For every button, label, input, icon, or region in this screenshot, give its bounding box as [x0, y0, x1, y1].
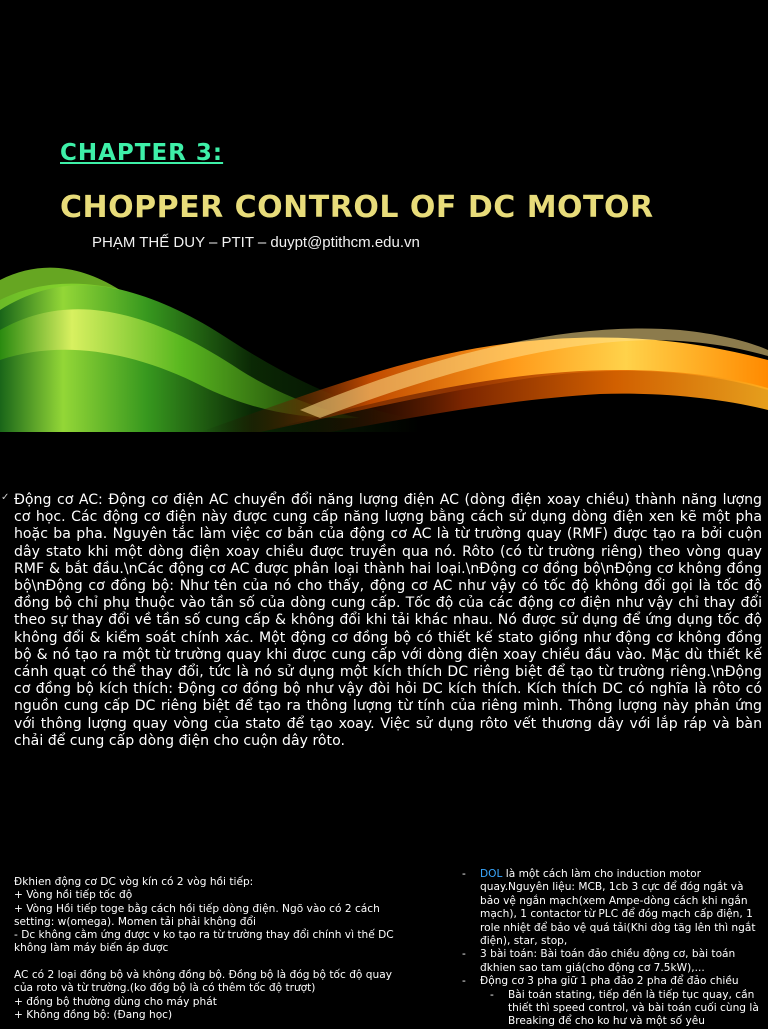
list-item-text: Động cơ 3 pha giữ 1 pha đảo 2 pha để đảo chiều	[480, 975, 739, 988]
dol-highlight: DOL	[480, 868, 503, 880]
list-item	[462, 948, 766, 975]
right-notes	[462, 868, 766, 1029]
decorative-swoosh-graphic	[0, 260, 768, 432]
list-item	[462, 868, 766, 948]
list-item-text: 3 bài toán: Bài toán đảo chiều động cơ, bài toán đkhien sao tam giá(cho động cơ 7.5kW),...	[480, 948, 736, 974]
slide-title: CHOPPER CONTROL OF DC MOTOR	[60, 190, 654, 225]
author-line: PHẠM THẾ DUY – PTIT – duypt@ptithcm.edu.vn	[92, 234, 420, 251]
sub-list-item	[462, 989, 766, 1029]
note-line: AC có 2 loại đồng bộ và không đồng bộ. Đồng bộ là đóg bộ tốc độ quay của roto và từ trường.(ko đồg bộ là có thêm tốc độ trượt)	[14, 969, 392, 995]
checkmark-bullet-icon: ✓	[1, 492, 10, 503]
dash-bullet: -	[462, 868, 466, 880]
dash-bullet: -	[462, 975, 466, 988]
chapter-label: CHAPTER 3:	[60, 140, 224, 166]
note-line: + Vòng Hồi tiếp toge bằg cách hồi tiếp dòng điện. Ngõ vào có 2 cách setting: w(omega). Momen tải phải không đổi	[14, 902, 380, 928]
note-line: + đồng bộ thường dùng cho máy phát	[14, 995, 217, 1008]
title-slide	[0, 0, 768, 432]
left-notes	[14, 876, 414, 1022]
note-line: + Vòng hồi tiếp tốc độ	[14, 889, 133, 902]
note-line: + Không đồng bộ: (Đang học)	[14, 1008, 173, 1021]
list-item	[462, 975, 766, 988]
note-line	[14, 956, 414, 969]
dash-bullet: -	[462, 948, 466, 961]
dash-bullet: -	[490, 988, 494, 1001]
notes-list	[462, 868, 766, 1029]
list-item-text: là một cách làm cho induction motor quay.Nguyên liệu: MCB, 1cb 3 cực để đóg ngắt và bảo vệ ngắn mạch(xem Ampe-dòng cách khi ngắn mạch), 1 contactor từ PLC để đóg mạch cấp điện, 1 role nhiệt để bảo vệ quá tải(Khi dòg tăg lên thì ngắt điện), star, stop,	[480, 868, 756, 948]
body-paragraph: Động cơ AC: Động cơ điện AC chuyển đổi năng lượng điện AC (dòng điện xoay chiều) thành năng lượng cơ học. Các động cơ điện này được cung cấp năng lượng bằng cách sử dụng dòng điện xen kẽ một pha hoặc ba pha. Nguyên tắc làm việc cơ bản của động cơ AC là từ trường quay (RMF) được tạo ra bởi cuộn dây stato khi một dòng điện xoay chiều được truyền qua nó. Rôto (có từ trường riêng) theo vòng quay RMF & bắt đầu.\nCác động cơ AC được phân loại thành hai loại.\nĐộng cơ đồng bộ\nĐộng cơ không đồng bộ\nĐộng cơ đồng bộ: Như tên của nó cho thấy, động cơ AC như vậy có tốc độ không đổi gọi là tốc độ đồng bộ chỉ phụ thuộc vào tần số của dòng cung cấp. Tốc độ của các động cơ điện như vậy chỉ thay đổi theo sự thay đổi về tần số cung cấp & không đổi khi tải khác nhau. Nó được sử dụng để ứng dụng tốc độ không đổi & kiểm soát chính xác. Một động cơ đồng bộ có thiết kế stato giống như động cơ không đồng bộ & nó tạo ra một từ trường quay khi được cung cấp với dòng điện xoay chiều đầu vào. Mặc dù thiết kế cánh quạt có thể thay đổi, tức là nó sử dụng một kích thích DC riêng biệt để tạo từ trường riêng.\nĐộng cơ đồng bộ kích thích: Động cơ đồng bộ như vậy đòi hỏi DC kích thích. Kích thích DC có nghĩa là rôto có nguồn cung cấp DC riêng biệt để tạo ra thông lượng từ tính của riêng mình. Thông lượng này phản ứng với thông lượng quay vòng của stato để tạo xoay. Việc sử dụng rôto vết thương dây với lắp ráp và bàn chải để cung cấp dòng điện cho cuộn dây rôto.	[14, 492, 762, 749]
list-item-text: Bài toán stating, tiếp đến là tiếp tục quay, cần thiết thì speed control, và bài toán cuối cùng là Breaking để cho ko hư và một số yêu	[508, 988, 759, 1028]
note-line: Đkhien động cơ DC vòg kín có 2 vòg hồi tiếp:	[14, 876, 254, 888]
note-line: - Dc không cằm ứng được v ko tạo ra từ trường thay đổi chính vì thế DC không làm máy biến áp được	[14, 929, 394, 955]
